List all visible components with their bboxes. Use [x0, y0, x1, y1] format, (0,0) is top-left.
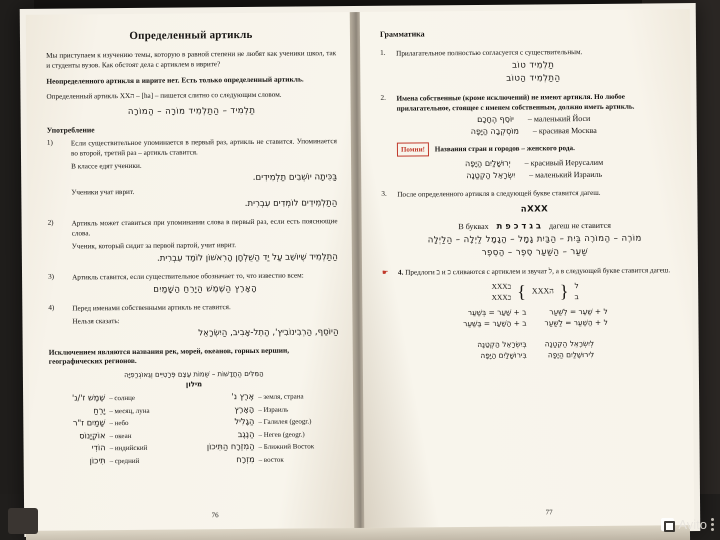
- usage-item-3: [48, 270, 338, 299]
- vocab-row: [198, 415, 339, 426]
- avito-logo-icon: [661, 518, 674, 531]
- usage-header: Употребление: [46, 125, 95, 135]
- equation-right-2: ל + הַשַׁעַר = לַשַּׁעַר: [544, 317, 608, 328]
- brace-icon: {: [517, 281, 526, 302]
- vocab-hebrew: הַגָלִיל: [234, 416, 255, 427]
- page-number-left: 76: [211, 511, 219, 520]
- example-russian: – маленький Йоси: [527, 113, 591, 124]
- example-russian: – красивая Москва: [532, 125, 597, 136]
- vocab-row: [199, 453, 340, 464]
- vocab-hebrew: הוֹדִי: [91, 442, 106, 453]
- diagram-right-2: ב: [574, 292, 579, 302]
- vocab-hebrew: יָרֵחַ: [93, 404, 106, 415]
- example-russian: – маленький Израиль: [529, 169, 603, 180]
- vocab-row: [198, 441, 339, 452]
- item-sub-1: Ученик, который сидит за первой партой, учит иврит.: [71, 241, 237, 251]
- vocab-russian: – восток: [258, 455, 284, 464]
- letters-note: дагеш не ставится: [548, 220, 611, 231]
- article-example-hebrew: תַלְמִיד – הַתַלְמִיד מוֹרָה – הַמוֹרָה: [127, 105, 256, 118]
- item-hebrew-1: הַתַלְמִיד שֶׁיוֹשֵׁב עַל יַד הַשֻׁלְחָן הָרִאשׁוֹן לוֹמֵד עִבְרִית.: [156, 252, 338, 264]
- grammar-item-4: [382, 265, 673, 362]
- example-hebrew: יְרוּשָׁלַיִם הַיָפָה: [464, 158, 511, 169]
- grammar-item-3: [381, 187, 672, 262]
- item-hebrew-2: הַתַלְמִיד הַטוֹב: [506, 73, 561, 84]
- diagram-center: XXXה: [531, 286, 554, 296]
- item-hebrew-2: הַתַלְמִידִים לוֹמְדִים עִבְרִית.: [244, 198, 338, 210]
- vocab-row: [49, 391, 190, 402]
- vocab-russian: – земля, страна: [258, 392, 304, 401]
- vocab-row: [49, 417, 190, 428]
- dagesh-example-2: שַׁעַר – הַשַּׁעַר סֵפֶר – הַסֵפֶר: [481, 247, 589, 258]
- vocabulary-heading: הַמִּלִּים הַחֲדָשׁוֹת – שֵׁמוֹת עֶצֶם פְּרָטִיִּים וְגֵאוֹגְרַפִיָּה: [124, 369, 264, 380]
- item-number-label: 4.: [397, 268, 404, 277]
- item-number: 4): [48, 303, 55, 312]
- vocab-russian: – месяц, луна: [109, 406, 150, 415]
- vocabulary-column-left: [49, 391, 191, 468]
- vocab-hebrew: שָׁמַיִם ז"ר: [72, 417, 106, 428]
- vocab-russian: – Израиль: [258, 405, 289, 414]
- example-hebrew: מוֹסְקְבָה הַיָפָה: [470, 126, 519, 137]
- no-indefinite-article-note: Неопределенного артикля в иврите нет. Есть только определенный артикль.: [46, 74, 304, 86]
- brace-icon: }: [559, 281, 569, 302]
- vocab-russian: – Галилея (geogr.): [258, 417, 312, 427]
- grammar-title: Грамматика: [379, 29, 425, 39]
- item-hebrew-1: תַלְמִיד טוֹב: [512, 60, 555, 71]
- item-number: 2.: [380, 93, 386, 102]
- vocab-row: [50, 454, 191, 465]
- diagram-left-1: XXXב: [491, 281, 512, 291]
- remember-text: Названия стран и городов – женского рода.: [434, 144, 575, 154]
- diagram-left-2: XXXכ: [491, 292, 512, 302]
- open-book: [20, 3, 701, 537]
- item-number: 3.: [381, 189, 387, 198]
- example-russian: – красивый Иерусалим: [524, 157, 604, 168]
- vocab-row: [49, 404, 190, 415]
- equation2-left-1: בְּיִשְׂרָאֵל הַקְטַנָה: [477, 339, 527, 349]
- definite-article-rule: Определенный артикль ХХה – [ha] – пишется слитно со следующим словом.: [46, 90, 282, 101]
- equation2-right-2: לִירוּשָׁלַיִם הַיָפָה: [547, 349, 595, 360]
- example-pair: [397, 113, 671, 125]
- example-hebrew: יוֹסֵף הֶחָכָם: [477, 114, 514, 124]
- letters-label: В буквах: [458, 221, 489, 232]
- item-text: Артикль может ставиться при упоминании слова в первый раз, если есть пояснющие слова.: [71, 217, 338, 238]
- page-title: Определенный артикль: [129, 28, 253, 43]
- equation-block-1: [398, 305, 672, 329]
- equation2-right-1: לְיִשְׂרָאֵל הַקְטַנָה: [544, 338, 595, 349]
- watermark-dots-icon: [711, 518, 714, 531]
- equation-left-1: ב + שַׁעַר = בְּשַׁעַר: [467, 307, 527, 318]
- exception-note: Исключением являются названия рек, морей, океанов, горных вершин, географических регионов.: [48, 345, 290, 366]
- item-text: Имена собственные (кроме исключений) не имеют артикля. Но любое прилагательное, стоящее с именем собственным, должно иметь артикль.: [396, 92, 635, 113]
- watermark-text: Avito: [678, 517, 707, 532]
- vocab-row: [198, 403, 339, 414]
- vocabulary-subheading: מילון: [185, 380, 203, 389]
- vocab-hebrew: שֶׁמֶשׁ ז'/נ': [71, 392, 106, 403]
- vocab-russian: – небо: [109, 419, 129, 428]
- item-number: 1): [46, 138, 53, 147]
- usage-item-4: [48, 301, 338, 343]
- table-corner: [8, 508, 38, 534]
- item-sub-1: В классе едят ученики.: [71, 161, 142, 171]
- vocab-russian: – индийский: [109, 444, 148, 453]
- vocab-row: [198, 390, 339, 401]
- vocabulary-table: [49, 390, 340, 468]
- example-pair: [397, 169, 671, 181]
- item-text: Перед именами собственными артикль не ставится.: [72, 303, 231, 313]
- item-number: 3): [48, 272, 55, 281]
- equation-left-2: ב + הַשַׁעַר = בַּשַּׁעַר: [463, 318, 527, 329]
- remember-badge: Помни!: [397, 142, 429, 156]
- pointer-icon: ☛: [381, 268, 389, 277]
- item-text: Если существительное упоминается в первый раз, артикль не ставится. Упоминается во второй, третий раз – артикль ставится.: [70, 137, 337, 158]
- item-hebrew-1: הָאָרֶץ הַשֶׁמֶשׁ הַיָרֵחַ הַשָׁמַיִם: [153, 283, 258, 295]
- equation-block-2: [399, 337, 673, 361]
- grammar-item-1: [380, 46, 670, 88]
- item-number: 1.: [380, 48, 386, 57]
- vocab-russian: – океан: [109, 431, 132, 440]
- vocab-hebrew: אוֹקְיָנוֹס: [79, 430, 106, 441]
- vocab-russian: – средний: [109, 456, 140, 466]
- diagram-right-1: ל: [574, 281, 579, 291]
- dagesh-letters: ב ג ד כ פ ת: [496, 220, 541, 231]
- equation-right-1: ל + שַׁעַר = לְשַׁעַר: [549, 306, 608, 317]
- intro-paragraph: Мы приступаем к изучению темы, которую в равной степени не любят как ученики школ, так и студенты вузов. Как обстоят дела с артиклем в иврите?: [46, 49, 337, 70]
- page-right: [360, 9, 694, 528]
- vocab-row: [198, 428, 339, 439]
- item-text: Предлоги ב и כ сливаются с артиклем и звучат ל, а в следующей букве ставится дагеш.: [405, 266, 671, 277]
- example-pair: [397, 125, 671, 137]
- item-number: 2): [47, 218, 54, 227]
- remember-note: [397, 140, 671, 156]
- preposition-diagram: [398, 279, 672, 303]
- vocab-row: [49, 442, 190, 453]
- example-hebrew: יִשְׂרָאֵל הַקְטַנָה: [466, 170, 516, 181]
- vocab-hebrew: הַמִזְרָח הַתִּיכוֹן: [206, 441, 255, 452]
- page-number-right: 77: [545, 508, 553, 517]
- vocab-russian: – Негев (geogr.): [258, 430, 305, 439]
- item-text: Прилагательное полностью согласуется с существительным.: [396, 48, 583, 58]
- grammar-item-2: [380, 91, 671, 184]
- page-left: [26, 12, 360, 531]
- dagesh-letters-row: [398, 219, 672, 232]
- vocab-hebrew: הַנֶגֶב: [237, 428, 255, 439]
- vocabulary-column-right: [198, 390, 340, 467]
- watermark: [661, 517, 714, 532]
- vocab-row: [49, 429, 190, 440]
- vocab-russian: – солнце: [109, 393, 136, 403]
- usage-item-2: [48, 216, 338, 268]
- item-hebrew-1: הַיוֹסֵף, הַרְבִינוֹבִיץ', הַתֵל-אָבִיב, הַיִשְׂרָאֵל: [198, 327, 339, 339]
- example-pair: [397, 157, 671, 169]
- item-text: Артикль ставится, если существительное обозначает то, что известно всем:: [72, 271, 304, 282]
- item-number: [382, 268, 399, 362]
- equation2-left-2: בִּירוּשָׁלַיִם הַיָפָה: [480, 350, 527, 360]
- dagesh-formula: XXXה: [520, 204, 549, 215]
- vocab-hebrew: תִּיכוֹן: [89, 455, 106, 466]
- dagesh-example-1: מוֹרֶה – הַמוֹרֶה בַּיִת – הַבַּיִת גָמָל – הַגָמָל לַיְלָה – הַלַיְלָה: [427, 233, 642, 246]
- item-sub-2: Ученики учат иврит.: [71, 187, 135, 197]
- item-hebrew-1: בַּכִּיתָה יוֹשְׁבִים תַלְמִידִים.: [252, 172, 338, 183]
- item-sub-1: Нельзя сказать:: [72, 317, 120, 326]
- vocab-hebrew: אֶרֶץ נ': [231, 390, 255, 402]
- item-text: После определенного артикля в следующей букве ставится дагеш.: [397, 188, 601, 199]
- usage-item-1: [47, 136, 338, 214]
- vocab-hebrew: הָאָרֶץ: [234, 403, 255, 414]
- vocab-russian: – Ближний Восток: [258, 442, 315, 452]
- vocab-hebrew: מִזְרָח: [236, 453, 255, 465]
